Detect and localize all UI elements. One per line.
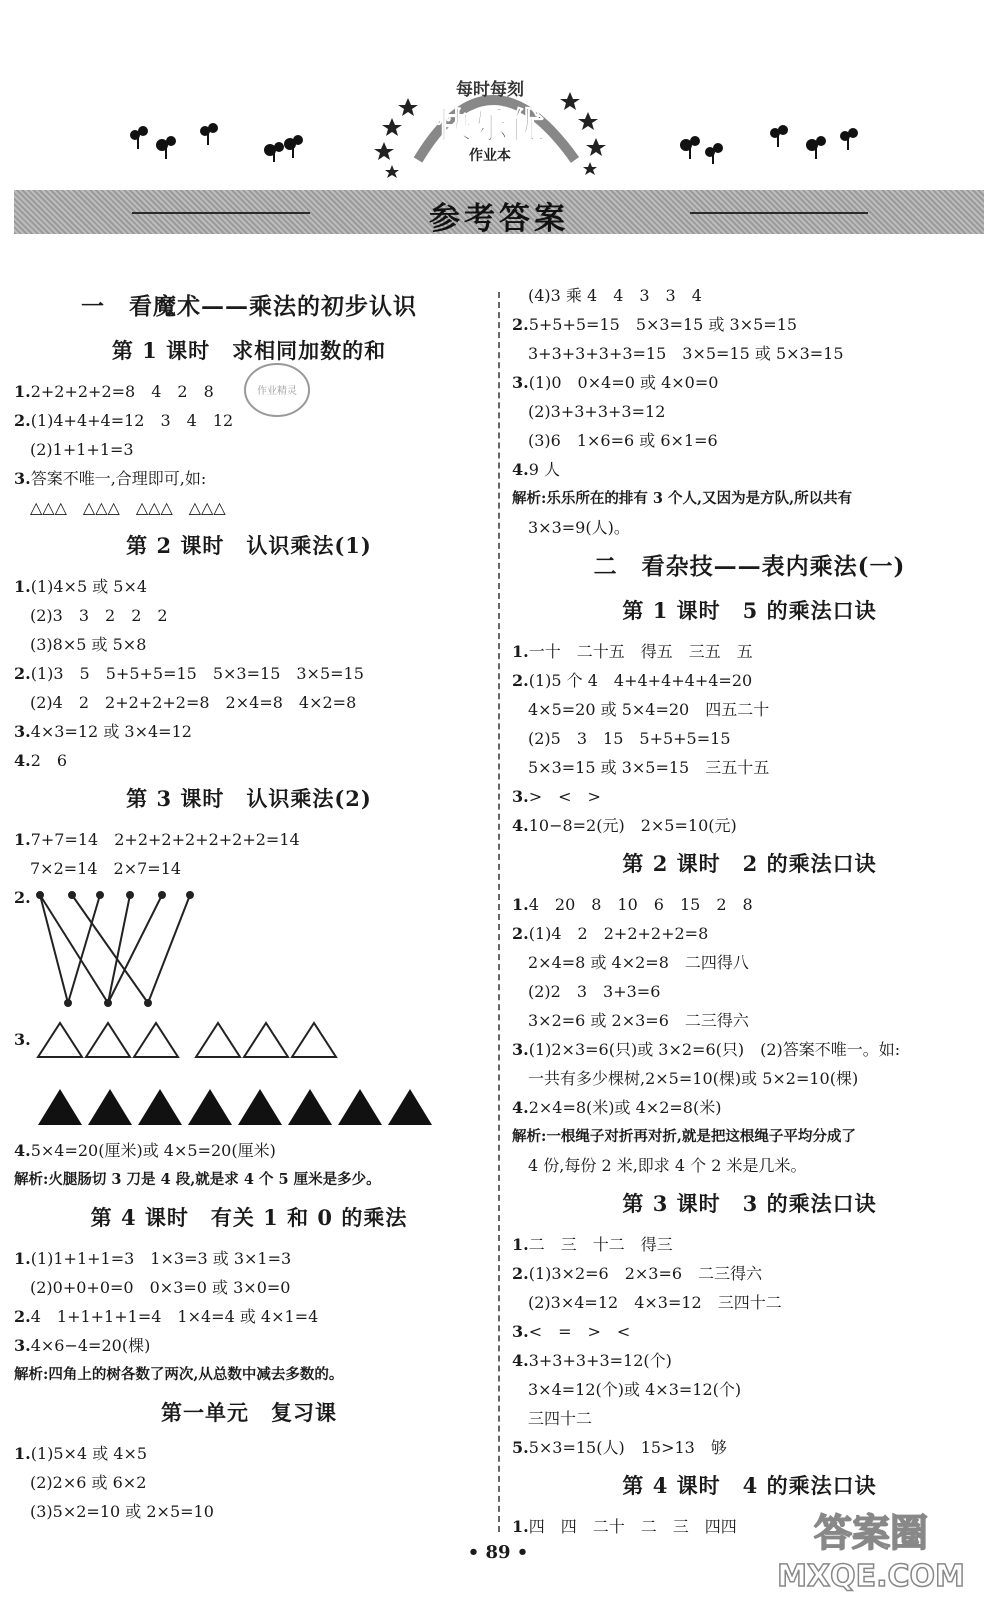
- answer-line: [14, 572, 484, 601]
- answer-text: 4×6−4=20(棵): [30, 1336, 151, 1355]
- answer-line: [14, 1244, 484, 1273]
- question-number: 3.: [512, 1322, 529, 1341]
- lesson-title: 第 1 课时 求相同加数的和: [111, 338, 387, 363]
- question-number: 2.: [512, 671, 529, 690]
- answer-text: (2)3+3+3+3=12: [528, 402, 666, 421]
- answer-text: 2×4=8(米)或 4×2=8(米): [528, 1098, 722, 1117]
- answer-text: (1)4+4+4=12 3 4 12: [30, 411, 234, 430]
- answer-line: [14, 493, 484, 522]
- question-number: 2.: [14, 888, 31, 907]
- answer-line: [512, 1064, 987, 1093]
- svg-text:作业本: 作业本: [469, 147, 511, 163]
- answer-text: 3×2=6 或 2×3=6 二三得六: [528, 1011, 749, 1030]
- answer-line: [14, 1331, 484, 1360]
- answer-list: [14, 1439, 484, 1526]
- question-number: 4.: [512, 460, 529, 479]
- answer-line: [512, 919, 987, 948]
- lesson-title: 第一单元 复习课: [161, 1400, 337, 1425]
- answer-text: (1)0 0×4=0 或 4×0=0: [528, 373, 719, 392]
- answer-line: [14, 601, 484, 630]
- svg-text:快乐优: 快乐优: [435, 105, 545, 146]
- answer-text: 2+2+2+2=8 4 2 8: [30, 382, 214, 401]
- answer-text: 5×4=20(厘米)或 4×5=20(厘米): [30, 1141, 276, 1160]
- answer-line: [512, 724, 987, 753]
- answer-text: 4×5=20 或 5×4=20 四五二十: [528, 700, 770, 719]
- page-number: • 89 •: [467, 1542, 529, 1563]
- answer-line: [14, 1136, 484, 1165]
- answer-list: [14, 1136, 484, 1165]
- question-number: 1.: [14, 382, 31, 401]
- answer-text: 2×4=8 或 4×2=8 二四得八: [528, 953, 749, 972]
- answer-line: [14, 1302, 484, 1331]
- question-number: 4.: [512, 1098, 529, 1117]
- stamp-watermark: [242, 360, 312, 420]
- answer-text: (2)0+0+0=0 0×3=0 或 3×0=0: [30, 1278, 291, 1297]
- answer-text: 3+3+3+3=12(个): [528, 1351, 672, 1370]
- answer-line: [512, 1375, 987, 1404]
- analysis-note-cont: 4 份,每份 2 米,即求 4 个 2 米是几米。: [528, 1156, 807, 1175]
- answer-text: 二 三 十二 得三: [528, 1235, 673, 1254]
- answer-text: 四 四 二十 二 三 四四: [528, 1517, 737, 1536]
- answer-text: 7×2=14 2×7=14: [30, 859, 182, 878]
- answer-text: (3)5×2=10 或 2×5=10: [30, 1502, 214, 1521]
- question-number: 3.: [14, 722, 31, 741]
- lesson-title: 第 2 课时 2 的乘法口诀: [622, 851, 877, 876]
- lesson-title: 第 3 课时 认识乘法(2): [126, 786, 372, 811]
- question-number: 1.: [512, 895, 529, 914]
- question-number: 3.: [14, 1336, 31, 1355]
- answer-text: 5+5+5=15 5×3=15 或 3×5=15: [528, 315, 798, 334]
- answer-text: (2)3×4=12 4×3=12 三四十二: [528, 1293, 782, 1312]
- svg-text:答案圈: 答案圈: [813, 1511, 929, 1555]
- answer-line: [512, 637, 987, 666]
- lesson-title: 第 1 课时 5 的乘法口诀: [622, 598, 877, 623]
- question-number: 1.: [512, 1517, 529, 1536]
- triangle-figure: [14, 1011, 484, 1136]
- answer-line: [512, 1093, 987, 1122]
- analysis-note: 解析:四角上的树各数了两次,从总数中减去多数的。: [14, 1366, 344, 1383]
- question-number: 4.: [14, 751, 31, 770]
- answer-text: > < >: [528, 787, 601, 806]
- question-number: 2.: [512, 1264, 529, 1283]
- answer-text: 5×3=15(人) 15>13 够: [528, 1438, 727, 1457]
- svg-text:作业精灵: 作业精灵: [257, 386, 297, 397]
- answer-line: [14, 630, 484, 659]
- answer-line: [14, 688, 484, 717]
- answer-text: 7+7=14 2+2+2+2+2+2+2=14: [30, 830, 300, 849]
- question-number: 1.: [14, 1444, 31, 1463]
- question-number: 1.: [14, 1249, 31, 1268]
- triangles-diagram: [36, 1013, 446, 1133]
- answer-text: 三四十二: [528, 1409, 593, 1428]
- answer-text: 4×3=12 或 3×4=12: [30, 722, 192, 741]
- question-number: 2.: [14, 664, 31, 683]
- lesson-title: 第 2 课时 认识乘法(1): [126, 533, 372, 558]
- matching-lines-diagram: [34, 885, 234, 1013]
- answer-line: [512, 890, 987, 919]
- svg-text:每时每刻: 每时每刻: [456, 80, 524, 99]
- answer-text: 10−8=2(元) 2×5=10(元): [528, 816, 737, 835]
- lesson-title: 第 4 课时 有关 1 和 0 的乘法: [90, 1205, 408, 1230]
- answer-line: [512, 782, 987, 811]
- answer-text: (1)4×5 或 5×4: [30, 577, 148, 596]
- answer-line: [14, 435, 484, 464]
- answer-line: [512, 977, 987, 1006]
- right-column: [512, 281, 987, 1541]
- answer-line: [14, 825, 484, 854]
- column-divider: [498, 292, 500, 1532]
- answer-list: [512, 1230, 987, 1462]
- logo-graphic: [0, 0, 996, 190]
- left-column: [14, 288, 484, 1526]
- answer-line: [512, 1288, 987, 1317]
- answer-line: [14, 1273, 484, 1302]
- question-number: 3.: [512, 1040, 529, 1059]
- answer-line: [512, 455, 987, 484]
- question-number: 1.: [512, 642, 529, 661]
- answer-line: [512, 948, 987, 977]
- question-number: 3.: [14, 1030, 31, 1049]
- question-number: 3.: [512, 787, 529, 806]
- answer-line: [512, 666, 987, 695]
- answer-text: 一共有多少棵树,2×5=10(棵)或 5×2=10(棵): [528, 1069, 859, 1088]
- answer-text: (2)1+1+1=3: [30, 440, 134, 459]
- question-number: 5.: [512, 1438, 529, 1457]
- answer-line: [512, 310, 987, 339]
- answer-line: [14, 1439, 484, 1468]
- answer-text: (4)3 乘 4 4 3 3 4: [528, 286, 702, 305]
- answer-line: [512, 753, 987, 782]
- answer-text: (3)6 1×6=6 或 6×1=6: [528, 431, 718, 450]
- question-number: 2.: [14, 411, 31, 430]
- question-number: 4.: [512, 816, 529, 835]
- answer-text: (1)3×2=6 2×3=6 二三得六: [528, 1264, 763, 1283]
- answer-line: [512, 1035, 987, 1064]
- answer-text: 4 1+1+1+1=4 1×4=4 或 4×1=4: [30, 1307, 319, 1326]
- analysis-note: 解析:火腿肠切 3 刀是 4 段,就是求 4 个 5 厘米是多少。: [14, 1171, 381, 1188]
- answer-text: (2)3 3 2 2 2: [30, 606, 168, 625]
- answer-line: [512, 1404, 987, 1433]
- answer-text: (2)4 2 2+2+2+2=8 2×4=8 4×2=8: [30, 693, 357, 712]
- answer-list: [14, 572, 484, 775]
- answer-text: (1)4 2 2+2+2+2=8: [528, 924, 709, 943]
- question-number: 4.: [512, 1351, 529, 1370]
- question-number: 2.: [512, 924, 529, 943]
- answer-text: 一十 二十五 得五 三五 五: [528, 642, 753, 661]
- answer-list: [14, 1244, 484, 1360]
- analysis-note-cont: 3×3=9(人)。: [528, 518, 630, 537]
- answer-text: (1)1+1+1=3 1×3=3 或 3×1=3: [30, 1249, 292, 1268]
- answer-list: [512, 890, 987, 1122]
- answer-text: (3)8×5 或 5×8: [30, 635, 147, 654]
- title-banner: [14, 190, 984, 237]
- answer-line: [512, 695, 987, 724]
- answer-text: < = > <: [528, 1322, 631, 1341]
- question-number: 1.: [14, 830, 31, 849]
- answer-text: 2 6: [30, 751, 68, 770]
- lesson-title: 第 3 课时 3 的乘法口诀: [622, 1191, 877, 1216]
- matching-figure: [14, 883, 484, 1011]
- answer-list: [14, 825, 484, 883]
- answer-text: 3+3+3+3+3=15 3×5=15 或 5×3=15: [528, 344, 844, 363]
- answer-list: [512, 637, 987, 840]
- answer-text: (2)2 3 3+3=6: [528, 982, 661, 1001]
- lesson-title: 第 4 课时 4 的乘法口诀: [622, 1473, 877, 1498]
- answer-line: [512, 1433, 987, 1462]
- answer-line: [14, 464, 484, 493]
- star-icon: [398, 98, 418, 116]
- unit-title: 二 看杂技——表内乘法(一): [593, 553, 906, 580]
- question-number: 2.: [512, 315, 529, 334]
- answer-line: [512, 1346, 987, 1375]
- analysis-note: 解析:乐乐所在的排有 3 个人,又因为是方队,所以共有: [512, 490, 853, 507]
- answer-line: [512, 339, 987, 368]
- svg-text:MXQE.COM: MXQE.COM: [777, 1559, 965, 1592]
- answer-line: [512, 1317, 987, 1346]
- answer-line: [14, 1468, 484, 1497]
- page-title: 参考答案: [429, 201, 569, 237]
- answer-line: [512, 397, 987, 426]
- question-number: 4.: [14, 1141, 31, 1160]
- question-number: 2.: [14, 1307, 31, 1326]
- answer-line: [14, 746, 484, 775]
- question-number: 1.: [512, 1235, 529, 1254]
- header-logo-area: [0, 0, 996, 190]
- answer-line: [14, 1497, 484, 1526]
- answer-text: 3×4=12(个)或 4×3=12(个): [528, 1380, 742, 1399]
- answer-list: [512, 281, 987, 484]
- answer-line: [512, 281, 987, 310]
- answer-text: (1)2×3=6(只)或 3×2=6(只) (2)答案不唯一。如:: [528, 1040, 901, 1059]
- answer-text: 5×3=15 或 3×5=15 三五十五: [528, 758, 770, 777]
- answer-line: [14, 854, 484, 883]
- answer-line: [512, 1006, 987, 1035]
- answer-line: [512, 1259, 987, 1288]
- answer-text: (2)2×6 或 6×2: [30, 1473, 147, 1492]
- analysis-note: 解析:一根绳子对折再对折,就是把这根绳子平均分成了: [512, 1128, 856, 1145]
- answer-line: [512, 811, 987, 840]
- answer-text: (2)5 3 15 5+5+5=15: [528, 729, 731, 748]
- question-number: 1.: [14, 577, 31, 596]
- answer-text: (1)3 5 5+5+5=15 5×3=15 3×5=15: [30, 664, 364, 683]
- answer-line: [512, 368, 987, 397]
- answer-text: 答案不唯一,合理即可,如:: [30, 469, 207, 488]
- question-number: 3.: [512, 373, 529, 392]
- answer-line: [14, 717, 484, 746]
- answer-text: (1)5 个 4 4+4+4+4+4=20: [528, 671, 753, 690]
- question-number: 3.: [14, 469, 31, 488]
- unit-title: 一 看魔术——乘法的初步认识: [81, 293, 417, 320]
- answer-text: △△△ △△△ △△△ △△△: [30, 498, 226, 517]
- answer-line: [14, 659, 484, 688]
- answer-text: (1)5×4 或 4×5: [30, 1444, 148, 1463]
- answer-line: [512, 426, 987, 455]
- answer-text: 9 人: [528, 460, 560, 479]
- answer-line: [512, 1230, 987, 1259]
- answer-text: 4 20 8 10 6 15 2 8: [528, 895, 753, 914]
